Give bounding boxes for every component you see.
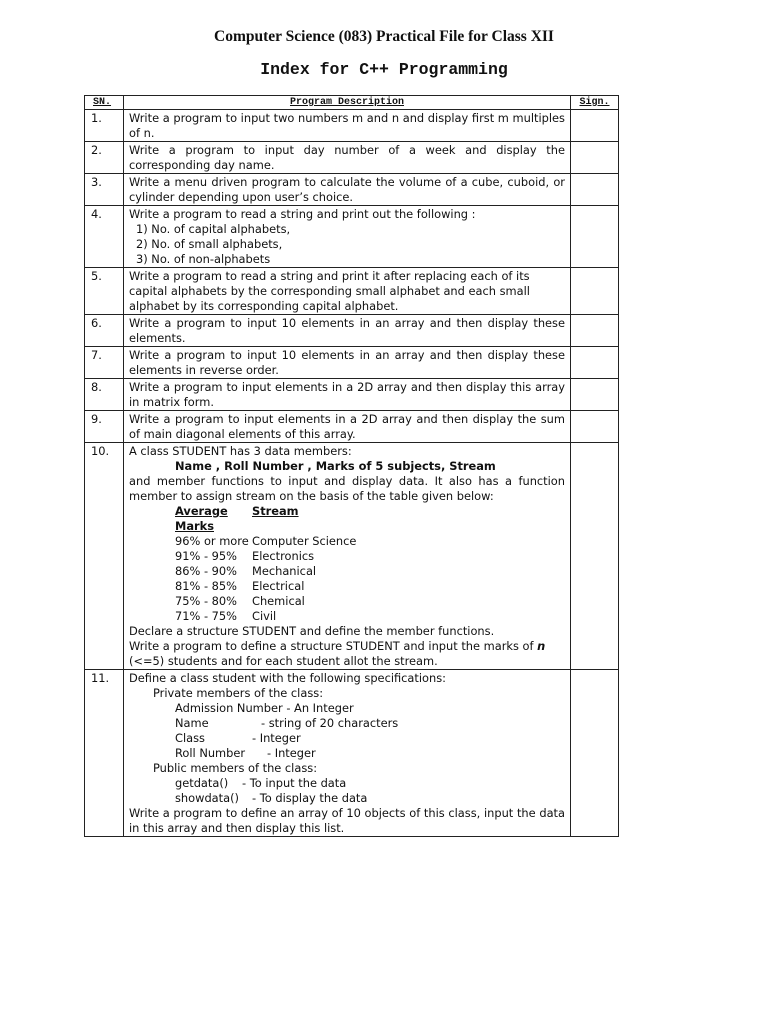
sign-cell — [571, 174, 619, 206]
description-text: Write a program to read a string and print out the following : — [129, 207, 476, 221]
sign-cell — [571, 315, 619, 347]
table-row — [85, 142, 619, 174]
program-index-table — [84, 95, 619, 837]
stream-row — [129, 594, 565, 609]
sign-cell — [571, 142, 619, 174]
sign-cell — [571, 268, 619, 315]
stream-name: Electronics — [252, 549, 315, 563]
program-description: Write a program to input elements in a 2D array and then display this array in matrix form. — [124, 379, 571, 411]
variable-n: n — [537, 639, 546, 653]
member-spec — [129, 776, 565, 791]
marks-range: 71% - 75% — [175, 609, 237, 623]
stream-name: Mechanical — [252, 564, 317, 578]
marks-range: 96% or more — [175, 534, 249, 548]
table-row — [85, 174, 619, 206]
table-row — [85, 110, 619, 142]
member-name: showdata() — [175, 791, 239, 805]
stream-name: Electrical — [252, 579, 305, 593]
table-header-row — [85, 96, 619, 110]
write-program-text: Write a program to define a structure STUDENT and input the marks of — [129, 639, 534, 653]
stream-row — [129, 609, 565, 624]
row-number: 3. — [85, 174, 124, 206]
stream-row — [129, 534, 565, 549]
row-number: 10. — [85, 443, 124, 670]
marks-range: 81% - 85% — [175, 579, 237, 593]
average-marks-heading: Average Marks — [175, 504, 228, 533]
sign-cell — [571, 443, 619, 670]
private-members-label: Private members of the class: — [153, 686, 324, 700]
description-text: (<=5) students and for each student allot the stream. — [129, 654, 438, 668]
member-spec — [129, 716, 565, 731]
row-number: 1. — [85, 110, 124, 142]
table-row — [85, 443, 619, 670]
sign-cell — [571, 411, 619, 443]
program-description: Write a program to input 10 elements in an array and then display these elements. — [124, 315, 571, 347]
document-subtitle: Index for C++ Programming — [260, 60, 508, 79]
member-name: getdata() — [175, 776, 229, 790]
row-number: 4. — [85, 206, 124, 268]
member-name: Roll Number — [175, 746, 246, 760]
column-header-sign: Sign. — [571, 96, 619, 110]
stream-row — [129, 564, 565, 579]
row-number: 8. — [85, 379, 124, 411]
list-item: 3) No. of non-alphabets — [136, 252, 271, 266]
list-item: 2) No. of small alphabets, — [136, 237, 283, 251]
marks-range: 75% - 80% — [175, 594, 237, 608]
table-row — [85, 347, 619, 379]
table-row — [85, 268, 619, 315]
program-description: Write a program to input 10 elements in an array and then display these elements in reverse order. — [124, 347, 571, 379]
member-description: - To input the data — [242, 776, 347, 790]
description-text — [129, 639, 565, 654]
row-number: 5. — [85, 268, 124, 315]
table-row — [85, 379, 619, 411]
sign-cell — [571, 347, 619, 379]
document-title: Computer Science (083) Practical File for Class XII — [214, 28, 554, 45]
stream-name: Chemical — [252, 594, 305, 608]
table-row — [85, 670, 619, 837]
description-text: Define a class student with the following specifications: — [129, 671, 447, 685]
column-header-description: Program Description — [124, 96, 571, 110]
program-description: Write a program to read a string and print it after replacing each of its capital alphabets by the corresponding small alphabet and each small alphabet by its corresponding capital alphabet. — [124, 268, 571, 315]
row-number: 9. — [85, 411, 124, 443]
row-number: 6. — [85, 315, 124, 347]
description-text: Declare a structure STUDENT and define the member functions. — [129, 624, 495, 638]
member-spec — [129, 746, 565, 761]
stream-table-header — [129, 504, 565, 534]
member-description: - To display the data — [252, 791, 368, 805]
public-members-label: Public members of the class: — [153, 761, 318, 775]
member-description: - Integer — [267, 746, 316, 760]
table-row — [85, 315, 619, 347]
marks-range: 86% - 90% — [175, 564, 237, 578]
description-text: and member functions to input and display data. It also has a function member to assign stream on the basis of the table given below: — [129, 474, 565, 503]
table-row — [85, 411, 619, 443]
member-description: - An Integer — [286, 701, 354, 715]
member-name: Class — [175, 731, 205, 745]
row-number: 7. — [85, 347, 124, 379]
stream-row — [129, 549, 565, 564]
sign-cell — [571, 206, 619, 268]
program-description — [124, 206, 571, 268]
program-description: Write a program to input elements in a 2D array and then display the sum of main diagonal elements of this array. — [124, 411, 571, 443]
description-text: A class STUDENT has 3 data members: — [129, 444, 352, 458]
member-name: Admission Number — [175, 701, 283, 715]
list-item: 1) No. of capital alphabets, — [136, 222, 291, 236]
program-description: Write a program to input day number of a week and display the corresponding day name. — [124, 142, 571, 174]
program-description: Write a program to input two numbers m and n and display first m multiples of n. — [124, 110, 571, 142]
member-spec — [129, 791, 565, 806]
stream-heading: Stream — [252, 504, 299, 518]
program-description: Write a menu driven program to calculate the volume of a cube, cuboid, or cylinder depending upon user’s choice. — [124, 174, 571, 206]
member-spec — [129, 731, 565, 746]
stream-name: Civil — [252, 609, 277, 623]
member-spec — [129, 701, 565, 716]
marks-range: 91% - 95% — [175, 549, 237, 563]
table-row — [85, 206, 619, 268]
description-text: Write a program to define an array of 10 objects of this class, input the data in this array and then display this list. — [129, 806, 565, 835]
row-number: 2. — [85, 142, 124, 174]
sign-cell — [571, 670, 619, 837]
program-description — [124, 443, 571, 670]
data-members-list: Name , Roll Number , Marks of 5 subjects, Stream — [175, 459, 496, 473]
member-description: - Integer — [252, 731, 301, 745]
stream-row — [129, 579, 565, 594]
program-description — [124, 670, 571, 837]
member-description: - string of 20 characters — [261, 716, 399, 730]
member-name: Name — [175, 716, 209, 730]
column-header-sn: SN. — [85, 96, 124, 110]
sign-cell — [571, 379, 619, 411]
row-number: 11. — [85, 670, 124, 837]
sign-cell — [571, 110, 619, 142]
stream-name: Computer Science — [252, 534, 357, 548]
